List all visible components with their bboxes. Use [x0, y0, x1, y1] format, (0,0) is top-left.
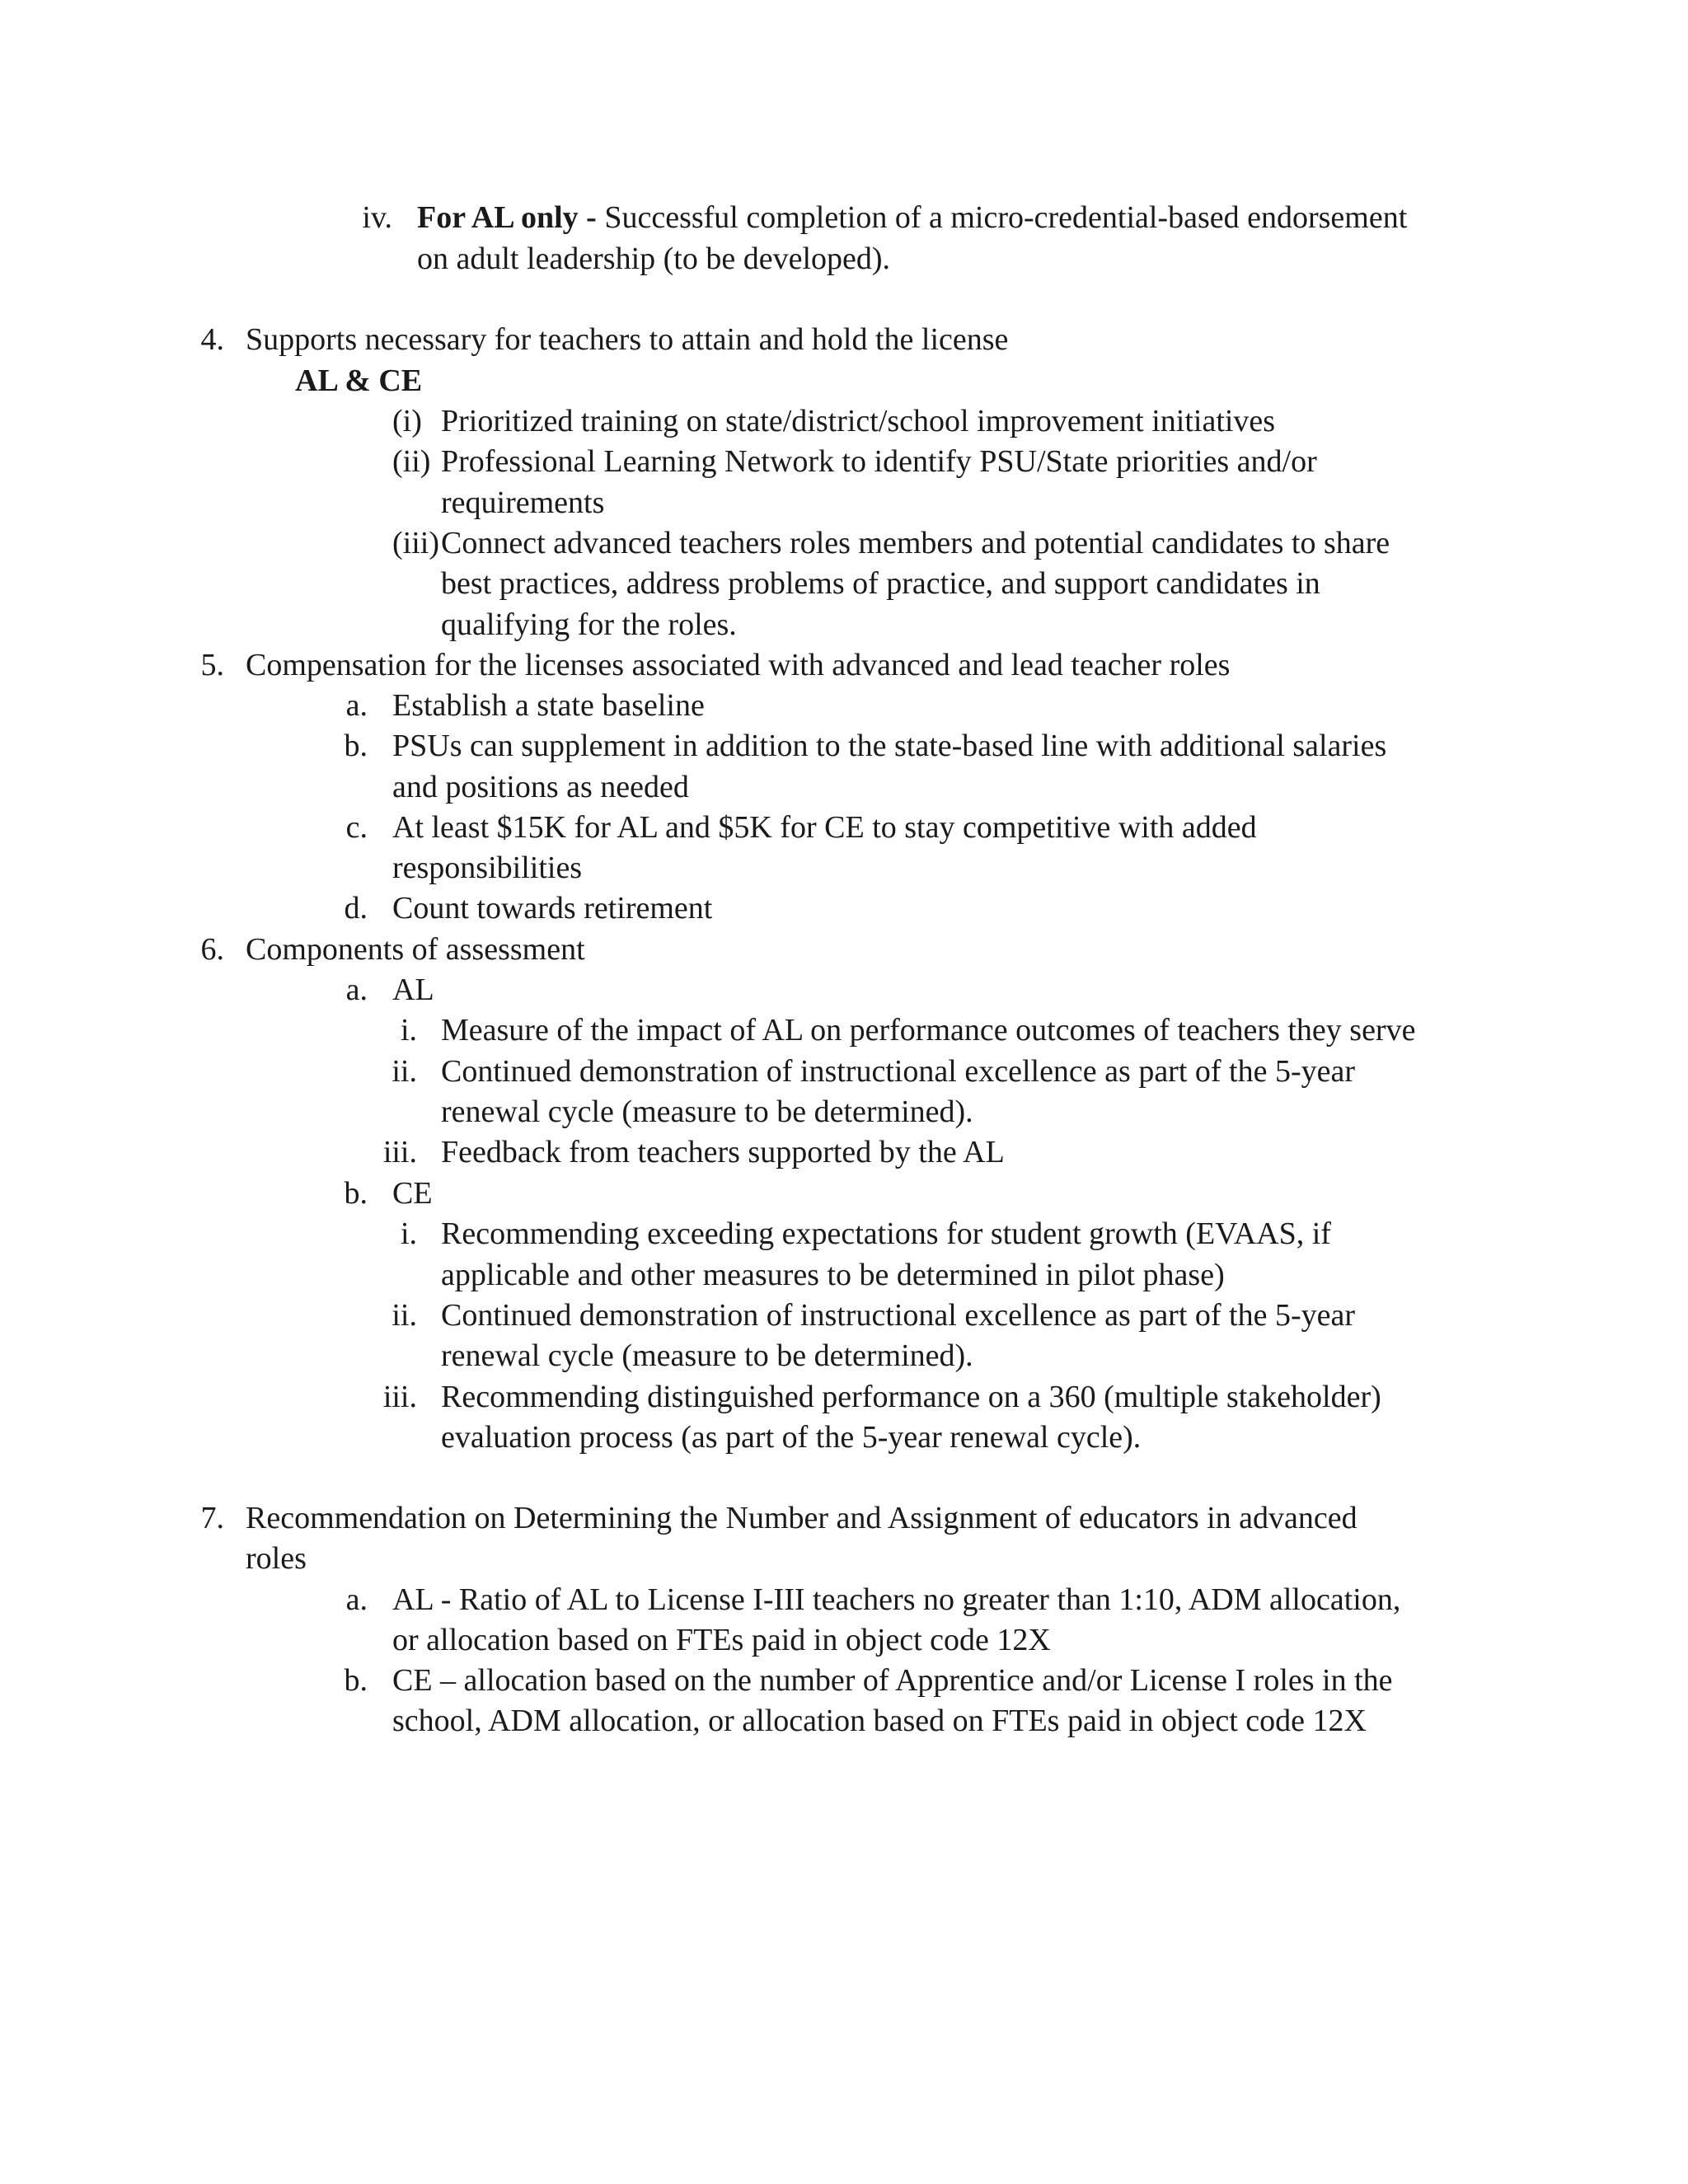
section4-item-i-text: Prioritized training on state/district/school improvement initiatives [441, 404, 1276, 438]
section5-item-b-line1: PSUs can supplement in addition to the state-based line with additional salaries [392, 729, 1387, 763]
item-iv-text: Successful completion of a micro-credential-based endorsement [604, 200, 1408, 235]
section4-item-iii-line3: qualifying for the roles. [441, 607, 737, 642]
section7-title-line1: Recommendation on Determining the Number and Assignment of educators in advanced [246, 1501, 1357, 1535]
section5-item-c-line2: responsibilities [392, 851, 583, 885]
section7-item-a-line2: or allocation based on FTEs paid in object code 12X [392, 1623, 1051, 1657]
section6-b-item-iii-line2: evaluation process (as part of the 5-year renewal cycle). [441, 1420, 1142, 1455]
section4-item-iii-line1: Connect advanced teachers roles members and potential candidates to share [441, 526, 1390, 560]
section4-subheading: AL & CE [295, 363, 423, 398]
section7-title-line2: roles [246, 1541, 307, 1576]
section6-a-item-iii-marker: iii. [382, 1135, 417, 1169]
section6-a-item-i-text: Measure of the impact of AL on performance outcomes of teachers they serve [441, 1013, 1416, 1047]
item-iv-bold-lead: For AL only - [417, 200, 597, 235]
item-iv-marker: iv. [362, 200, 392, 235]
section4-item-i-marker: (i) [392, 404, 422, 438]
section6-b-item-i-line2: applicable and other measures to be determined in pilot phase) [441, 1258, 1225, 1292]
section5-item-b-marker: b. [344, 729, 368, 763]
section7-marker: 7. [200, 1501, 224, 1535]
section4-marker: 4. [200, 322, 224, 357]
section7-item-b-line1: CE – allocation based on the number of Apprentice and/or License I roles in the [392, 1663, 1393, 1698]
section6-a-item-ii-line2: renewal cycle (measure to be determined). [441, 1094, 973, 1129]
section4-item-ii-line1: Professional Learning Network to identify PSU/State priorities and/or [441, 444, 1317, 479]
section6-b-label: CE [392, 1176, 433, 1211]
section5-item-d-text: Count towards retirement [392, 891, 713, 926]
section6-a-item-ii-line1: Continued demonstration of instructional excellence as part of the 5-year [441, 1054, 1356, 1089]
section7-item-a-marker: a. [345, 1582, 368, 1617]
item-iv-line2: on adult leadership (to be developed). [417, 241, 891, 276]
section4-item-iii-line2: best practices, address problems of practice, and support candidates in [441, 566, 1320, 601]
section6-b-item-ii-line1: Continued demonstration of instructional excellence as part of the 5-year [441, 1298, 1356, 1333]
section5-item-a-marker: a. [345, 688, 368, 723]
section6-marker: 6. [200, 932, 224, 967]
section5-item-c-marker: c. [345, 810, 368, 845]
section6-b-item-i-line1: Recommending exceeding expectations for student growth (EVAAS, if [441, 1216, 1331, 1251]
section5-item-b-line2: and positions as needed [392, 770, 689, 804]
section6-b-item-iii-line1: Recommending distinguished performance on a 360 (multiple stakeholder) [441, 1380, 1381, 1414]
section6-a-label: AL [392, 972, 434, 1007]
section5-item-c-line1: At least $15K for AL and $5K for CE to stay competitive with added [392, 810, 1257, 845]
section6-a-marker: a. [345, 972, 368, 1007]
section4-item-iii-marker: (iii) [392, 526, 439, 560]
section5-title: Compensation for the licenses associated with advanced and lead teacher roles [246, 648, 1231, 682]
section5-item-d-marker: d. [344, 891, 368, 926]
section4-item-ii-marker: (ii) [392, 444, 431, 479]
section7-item-b-marker: b. [344, 1663, 368, 1698]
section7-item-b-line2: school, ADM allocation, or allocation based on FTEs paid in object code 12X [392, 1704, 1367, 1738]
section6-a-item-iii-text: Feedback from teachers supported by the AL [441, 1135, 1005, 1169]
section4-title: Supports necessary for teachers to attain and hold the license [246, 322, 1009, 357]
section6-a-item-ii-marker: ii. [392, 1054, 417, 1089]
section6-b-item-iii-marker: iii. [382, 1380, 417, 1414]
section6-b-item-ii-line2: renewal cycle (measure to be determined). [441, 1338, 973, 1373]
section5-item-a-text: Establish a state baseline [392, 688, 705, 723]
section7-item-a-line1: AL - Ratio of AL to License I-III teachers no greater than 1:10, ADM allocation, [392, 1582, 1401, 1617]
section4-item-ii-line2: requirements [441, 485, 605, 520]
section5-marker: 5. [200, 648, 224, 682]
section6-b-marker: b. [344, 1176, 368, 1211]
section6-b-item-ii-marker: ii. [392, 1298, 417, 1333]
section6-a-item-i-marker: i. [400, 1013, 417, 1047]
section6-b-item-i-marker: i. [400, 1216, 417, 1251]
item-iv-line1 [417, 197, 1407, 238]
section6-title: Components of assessment [246, 932, 585, 967]
